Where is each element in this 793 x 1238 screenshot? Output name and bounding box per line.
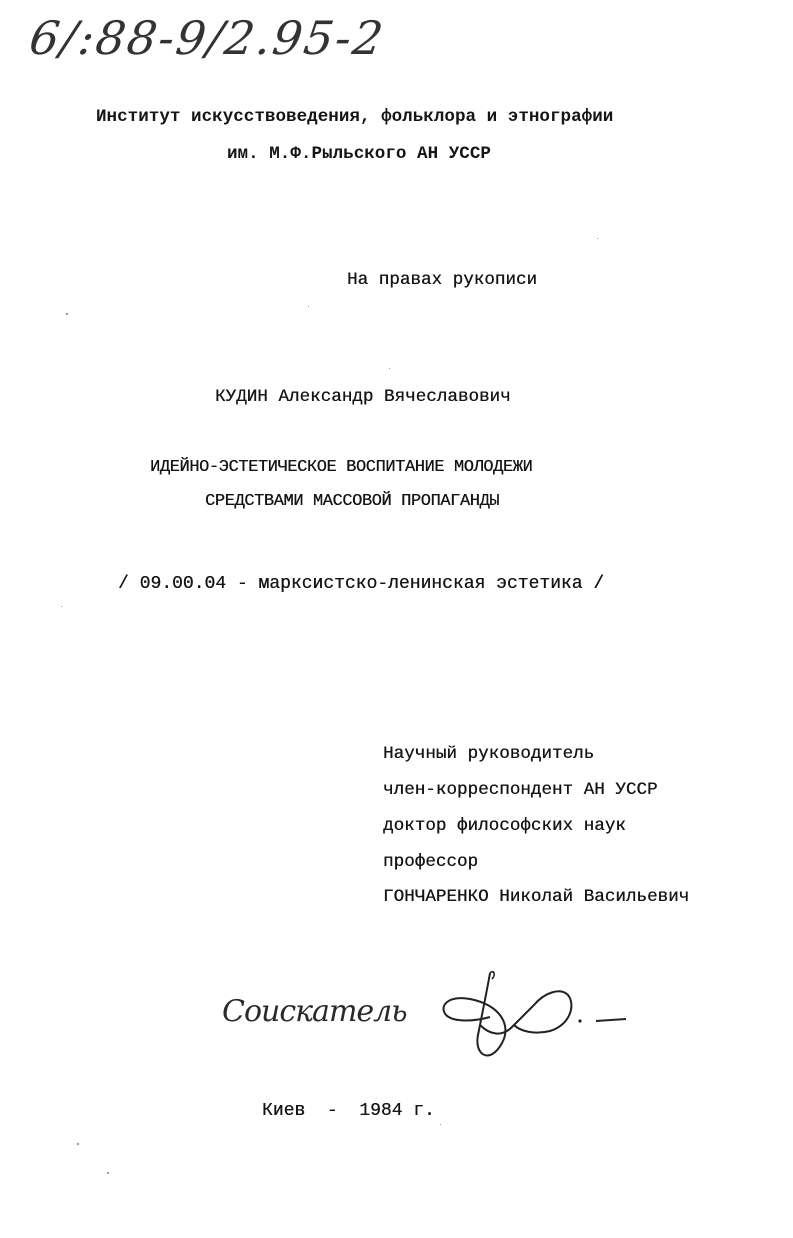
signature-label-handwritten: Соискатель — [222, 994, 407, 1029]
scan-speck — [107, 1172, 109, 1174]
institution-line-1: Институт искусствоведения, фольклора и этнографии — [96, 107, 614, 127]
scan-speck — [77, 1143, 79, 1145]
scan-speck — [440, 1124, 441, 1125]
scan-speck — [308, 306, 309, 307]
dissertation-title-line-2: СРЕДСТВАМИ МАССОВОЙ ПРОПАГАНДЫ — [205, 492, 500, 511]
manuscript-rights-note: На правах рукописи — [347, 270, 538, 290]
archive-code-handwritten: 6/:88-9/2.95-2 — [26, 11, 389, 65]
advisor-title: профессор — [383, 852, 479, 872]
specialty-code: / 09.00.04 - марксистско-ленинская эстетика / — [118, 574, 605, 594]
city-year: Киев - 1984 г. — [262, 1101, 435, 1121]
scan-speck — [61, 606, 62, 607]
dissertation-title-line-1: ИДЕЙНО-ЭСТЕТИЧЕСКОЕ ВОСПИТАНИЕ МОЛОДЕЖИ — [150, 458, 533, 477]
scan-speck — [389, 368, 390, 369]
institution-line-2: им. М.Ф.Рыльского АН УССР — [227, 144, 491, 164]
advisor-rank: член-корреспондент АН УССР — [383, 780, 658, 800]
scan-speck — [597, 238, 598, 239]
advisor-degree: доктор философских наук — [383, 816, 626, 836]
advisor-name: ГОНЧАРЕНКО Николай Васильевич — [383, 887, 690, 907]
scan-speck — [66, 313, 68, 315]
advisor-role: Научный руководитель — [383, 744, 595, 764]
author-name: КУДИН Александр Вячеславович — [215, 387, 511, 407]
signature-scribble-icon — [430, 965, 630, 1075]
